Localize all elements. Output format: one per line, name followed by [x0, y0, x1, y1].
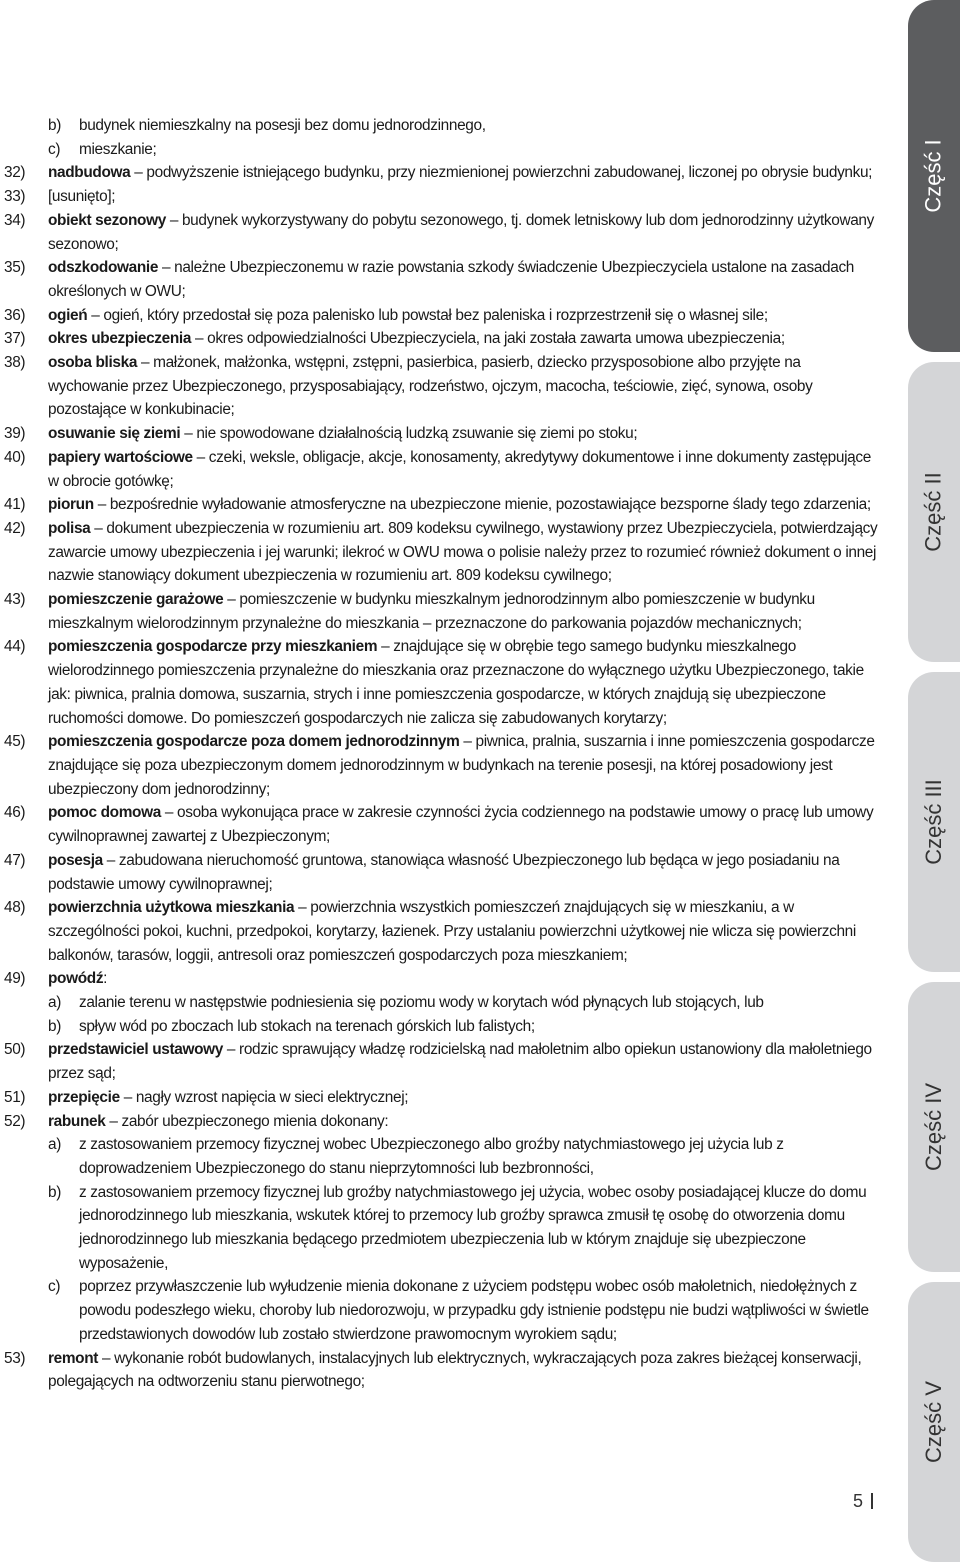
definition-entry: [0, 967, 880, 1038]
definition-subitem-text: zalanie terenu w następstwie podniesienia się poziomu wody w korytach wód płynących lub stojących, lub: [79, 994, 764, 1012]
definition-number: 32): [4, 164, 26, 182]
intro-items: [0, 114, 880, 161]
definition-entry: [0, 1110, 880, 1347]
intro-item-body: [48, 138, 880, 162]
definition-entry: [0, 1038, 880, 1085]
definition-entry: [0, 256, 880, 303]
tab-part-4-label: Część IV: [921, 1082, 946, 1172]
intro-item: [0, 114, 880, 138]
definition-number: 48): [4, 899, 26, 917]
definition-entry: [0, 209, 880, 256]
definition-term: nadbudowa: [48, 164, 131, 182]
definition-text: – nagły wzrost napięcia w sieci elektrycznej;: [119, 1088, 409, 1106]
tab-part-2[interactable]: [908, 362, 960, 662]
definition-entry: [0, 730, 880, 801]
definition-term: papiery wartościowe: [48, 448, 193, 466]
definition-term: osuwanie się ziemi: [48, 425, 181, 443]
definition-number: 45): [4, 733, 26, 751]
definition-text: – bezpośrednie wyładowanie atmosferyczne na ubezpieczone mienie, pozostawiające bezsporne ślady tego zdarzenia;: [93, 496, 871, 514]
definition-subitem-text: poprzez przywłaszczenie lub wyłudzenie mienia dokonane z użyciem podstępu wobec osób małoletnich, niedołężnych z powodu podeszłego wieku, choroby lub niedorozwoju, w przypadku gdy istnienie podstępu nie budzi wątpliwości w świetle przedstawionych dowodów lub zostało stwierdzone prawomocnym wyrokiem sądu;: [79, 1278, 869, 1343]
definition-number: 46): [4, 804, 26, 822]
intro-item-label: c): [48, 140, 61, 158]
definition-text: – znajdujące się w obrębie tego samego budynku mieszkalnego wielorodzinnego pomieszczenia przynależne do mieszkania oraz przeznaczone do wyłącznego użytku Ubezpieczonego, takie jak: piwnica, pralnia domowa, suszarnia, strych i inne pomieszczenia gospodarcze, w których znajdują się ubezpieczone ruchomości domowe. Do pomieszczeń gospodarczych nie zalicza się zabudowanych korytarzy;: [48, 638, 864, 727]
definition-text: – osoba wykonująca prace w zakresie czynności życia codziennego na podstawie umowy o pracę lub umowy cywilnoprawnej zawartej z Ubezpieczonym;: [48, 804, 874, 846]
definition-term: ogień: [48, 306, 88, 324]
definition-text: – podwyższenie istniejącego budynku, przy niezmienionej powierzchni zabudowanej, liczonej po obrysie budynku;: [130, 164, 873, 182]
definition-term: powierzchnia użytkowa mieszkania: [48, 899, 295, 917]
definition-entry: [0, 801, 880, 848]
definition-term: piorun: [48, 496, 94, 514]
definition-entry: [0, 635, 880, 730]
definition-subitem-label: b): [48, 1183, 61, 1201]
tab-part-3-label: Część III: [921, 779, 947, 865]
definition-number: 42): [4, 519, 26, 537]
definition-number: 33): [4, 188, 26, 206]
definition-entry: [0, 446, 880, 493]
definition-term: osoba bliska: [48, 354, 138, 372]
definition-term: rabunek: [48, 1112, 106, 1130]
definition-entry: [0, 351, 880, 422]
definition-number: 43): [4, 591, 26, 609]
definition-text: – nie spowodowane działalnością ludzką zsuwanie się ziemi po stoku;: [180, 425, 638, 443]
definition-number: 38): [4, 354, 26, 372]
definition-term: przedstawiciel ustawowy: [48, 1041, 223, 1059]
definition-text: – wykonanie robót budowlanych, instalacyjnych lub elektrycznych, wykraczających poza zakres bieżącej konserwacji, polegających na odtworzeniu stanu pierwotnego;: [48, 1349, 862, 1391]
definition-term: przepięcie: [48, 1088, 120, 1106]
definition-entry: [0, 849, 880, 896]
definition-subitem-label: a): [48, 994, 61, 1012]
intro-item-text: mieszkanie;: [79, 140, 157, 158]
definition-text: [usunięto];: [48, 188, 116, 206]
tab-part-1-label: Część I: [921, 139, 947, 213]
definition-number: 47): [4, 851, 26, 869]
definition-number: 36): [4, 306, 26, 324]
page-number: [853, 1491, 873, 1512]
intro-item-label: b): [48, 117, 61, 134]
definition-subitem-text: spływ wód po zboczach lub stokach na terenach górskich lub falistych;: [79, 1017, 535, 1035]
tab-part-4[interactable]: [908, 982, 960, 1272]
definition-entry: [0, 1347, 880, 1394]
intro-item-text: budynek niemieszkalny na posesji bez domu jednorodzinnego,: [79, 117, 486, 134]
definition-text: – rodzic sprawujący władzę rodzicielską nad małoletnim albo opiekun ustanowiony dla małoletniego przez sąd;: [48, 1041, 872, 1083]
tab-part-2-label: Część II: [921, 472, 946, 552]
tab-part-5-label: Część V: [921, 1381, 947, 1463]
definition-subitem-text: z zastosowaniem przemocy fizycznej wobec Ubezpieczonego albo groźby natychmiastowego jej użycia lub z doprowadzeniem Ubezpieczonego do stanu nieprzytomności lub bezbronności,: [79, 1136, 784, 1177]
definition-text: – zabudowana nieruchomość gruntowa, stanowiąca własność Ubezpieczonego lub będąca w jego posiadaniu na podstawie umowy cywilnoprawnej;: [48, 851, 840, 893]
definition-text: – pomieszczenie w budynku mieszkalnym jednorodzinnym albo pomieszczenie w budynku mieszkalnym wielorodzinnym przynależne do mieszkania – przeznaczone do parkowania pojazdów mechanicznych;: [48, 591, 815, 632]
definition-term: pomoc domowa: [48, 804, 161, 822]
definition-entry: [0, 588, 880, 635]
definition-entry: [0, 493, 880, 517]
definition-number: 37): [4, 330, 26, 348]
definition-number: 52): [4, 1112, 26, 1130]
definition-term: okres ubezpieczenia: [48, 330, 192, 348]
definition-subitem-text: z zastosowaniem przemocy fizycznej lub groźby natychmiastowego jej użycia, wobec osoby posiadającej klucze do domu jednorodzinnego lub mieszkania, wskutek której to przemocy lub groźby sprawca zmusił tę osobę do otworzenia domu jednorodzinnego lub mieszkania będącego przedmiotem ubezpieczenia lub w którym znajduje się ubezpieczone wyposażenie,: [79, 1183, 867, 1272]
definition-number: 41): [4, 496, 26, 514]
definition-subitem-label: b): [48, 1017, 61, 1035]
definition-term: pomieszczenie garażowe: [48, 591, 224, 609]
definition-entry: [0, 304, 880, 328]
definitions-list: [0, 161, 880, 1394]
tab-part-3[interactable]: [908, 672, 960, 972]
definition-number: 34): [4, 211, 26, 229]
definition-text: – ogień, który przedostał się poza palenisko lub powstał bez paleniska i rozprzestrzenił się o własnej sile;: [87, 306, 768, 324]
document-body: [0, 114, 880, 1394]
tab-part-1[interactable]: [908, 0, 960, 352]
definition-number: 51): [4, 1088, 26, 1106]
definition-number: 50): [4, 1041, 26, 1059]
definition-term: remont: [48, 1349, 99, 1367]
definition-subitem-label: a): [48, 1136, 61, 1154]
definition-text: – dokument ubezpieczenia w rozumieniu art. 809 kodeksu cywilnego, wystawiony przez Ubezpieczyciela, potwierdzający zawarcie umowy ubezpieczenia i jej warunki; ilekroć w OWU mowa o polisie należy przez to rozumieć również dokument o innej nazwie stanowiący dokument ubezpieczenia w rozumieniu art. 809 kodeksu cywilnego;: [48, 519, 878, 585]
definition-number: 49): [4, 970, 26, 988]
definition-number: 44): [4, 638, 26, 656]
definition-subitem: [48, 1275, 880, 1346]
tab-part-5[interactable]: [908, 1282, 960, 1562]
definition-text: – czeki, weksle, obligacje, akcje, konosamenty, akredytywy dokumentowe i inne dokumenty zastępujące w obrocie gotówkę;: [48, 448, 871, 490]
definition-text: – małżonek, małżonka, wstępni, zstępni, pasierbica, pasierb, dziecko przysposobione albo przyjęte na wychowanie przez Ubezpieczonego, przysposabiający, rodzeństwo, ojczym, macocha, teściowie, zięć, synowa, osoby pozostające w konkubinacie;: [48, 354, 813, 419]
definition-number: 35): [4, 259, 26, 277]
definition-number: 53): [4, 1349, 26, 1367]
intro-item-body: [48, 114, 880, 138]
definition-entry: [0, 185, 880, 209]
definition-subitem: [48, 1133, 880, 1180]
definition-text: – budynek wykorzystywany do pobytu sezonowego, tj. domek letniskowy lub dom jednorodzinny użytkowany sezonowo;: [48, 211, 874, 253]
definition-number: 39): [4, 425, 26, 443]
definition-entry: [0, 327, 880, 351]
definition-text: – należne Ubezpieczonemu w razie powstania szkody świadczenie Ubezpieczyciela ustalone na zasadach określonych w OWU;: [48, 259, 855, 300]
definition-term: odszkodowanie: [48, 259, 159, 277]
definition-text: – powierzchnia wszystkich pomieszczeń znajdujących się w mieszkaniu, a w szczególności pokoi, kuchni, przedpokoi, korytarzy, łazienek. Przy ustalaniu powierzchni użytkowej nie wlicza się powierzchni balkonów, tarasów, loggii, antresoli oraz pomieszczeń gospodarczych poza mieszkaniem;: [48, 899, 856, 964]
page-number-value: 5: [853, 1491, 864, 1511]
definition-subitem-label: c): [48, 1278, 61, 1296]
definition-text: :: [103, 970, 108, 988]
definition-entry: [0, 896, 880, 967]
definition-text: – zabór ubezpieczonego mienia dokonany:: [105, 1112, 389, 1130]
definition-term: obiekt sezonowy: [48, 211, 166, 229]
definition-entry: [0, 517, 880, 588]
intro-item: [0, 138, 880, 162]
definition-term: polisa: [48, 519, 91, 537]
definition-term: pomieszczenia gospodarcze przy mieszkaniem: [48, 638, 378, 656]
definition-subitem: [48, 1181, 880, 1276]
definition-term: pomieszczenia gospodarcze poza domem jednorodzinnym: [48, 733, 460, 751]
definition-entry: [0, 422, 880, 446]
definition-term: powódź: [48, 970, 104, 988]
page-number-bar: [871, 1493, 873, 1509]
definition-subitem: [48, 1015, 880, 1039]
definition-number: 40): [4, 448, 26, 466]
definition-subitem: [48, 991, 880, 1015]
definition-term: posesja: [48, 851, 103, 869]
definition-text: – okres odpowiedzialności Ubezpieczyciela, na jaki została zawarta umowa ubezpieczenia;: [191, 330, 785, 348]
definition-entry: [0, 161, 880, 185]
definition-text: – piwnica, pralnia, suszarnia i inne pomieszczenia gospodarcze znajdujące się poza ubezpieczonym domem jednorodzinnym w budynkach na terenie posesji, na której posadowiony jest ubezpieczony dom jednorodzinny;: [48, 733, 875, 798]
definition-entry: [0, 1086, 880, 1110]
